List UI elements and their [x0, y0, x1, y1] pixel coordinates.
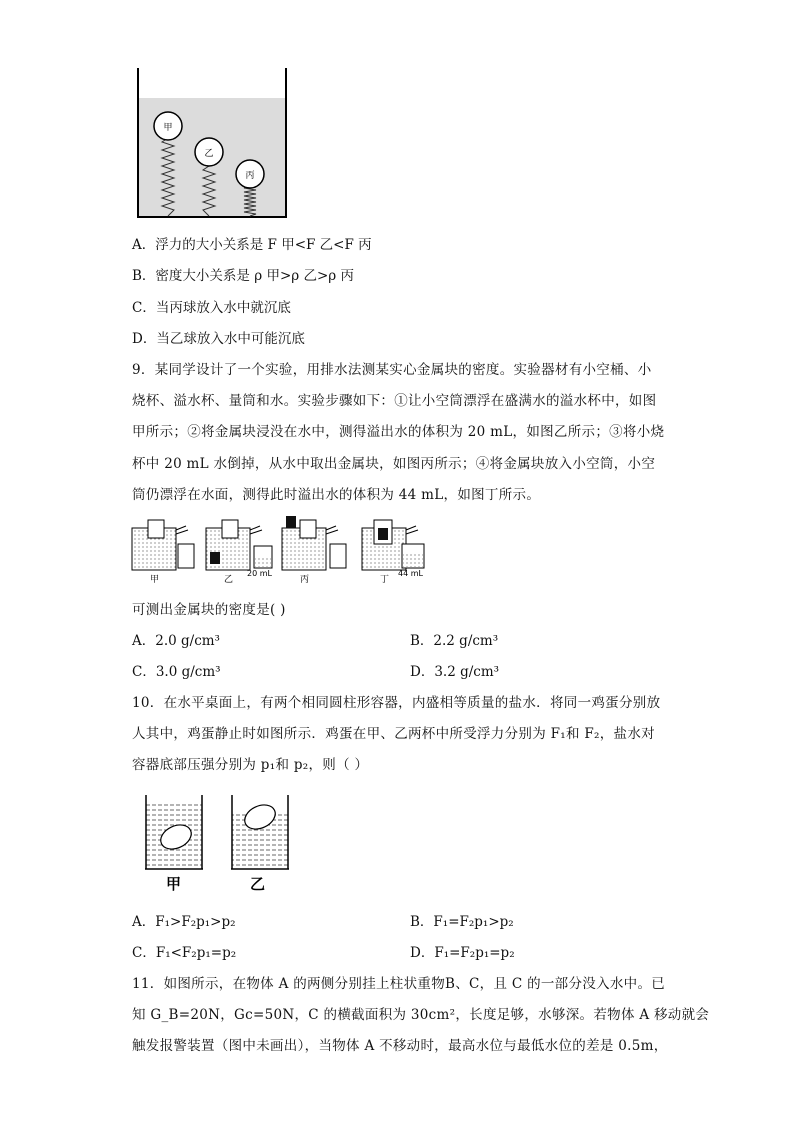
q9-line-1: 9．某同学设计了一个实验，用排水法测某实心金属块的密度。实验器材有小空桶、小 [132, 362, 652, 378]
q9-option-a: A．2.0 g/cm³ [132, 633, 220, 649]
q9-label-bing: 丙 [300, 575, 310, 584]
q10-label-yi: 乙 [250, 875, 266, 893]
q10-line-2: 人其中，鸡蛋静止时如图所示．鸡蛋在甲、乙两杯中所受浮力分别为 F₁和 F₂，盐水对 [132, 726, 655, 742]
q9-line-2: 烧杯、溢水杯、量筒和水。实验步骤如下：①让小空筒漂浮在盛满水的溢水杯中，如图 [132, 393, 657, 409]
q10-label-jia: 甲 [166, 875, 182, 893]
q9-line-5: 筒仍漂浮在水面，测得此时溢出水的体积为 44 mL，如图丁所示。 [132, 487, 541, 503]
q8-option-d: D．当乙球放入水中可能沉底 [132, 331, 305, 347]
ball-label-bing: 丙 [245, 171, 255, 181]
q9-option-c: C．3.0 g/cm³ [132, 664, 221, 680]
q9-option-b: B．2.2 g/cm³ [410, 633, 499, 649]
q8-option-a: A．浮力的大小关系是 F 甲<F 乙<F 丙 [132, 237, 372, 253]
q9-figure [130, 514, 440, 584]
q10-line-3: 容器底部压强分别为 p₁和 p₂，则（ ） [132, 757, 369, 773]
q10-line-1: 10．在水平桌面上，有两个相同圆柱形容器，内盛相等质量的盐水．将同一鸡蛋分别放 [132, 695, 661, 711]
q8-figure [134, 66, 294, 222]
q10-option-c: C．F₁<F₂p₁=p₂ [132, 945, 237, 961]
q10-option-d: D．F₁=F₂p₁=p₂ [410, 945, 515, 961]
q9-prompt: 可测出金属块的密度是( ) [132, 602, 286, 618]
q9-option-d: D．3.2 g/cm³ [410, 664, 500, 680]
q9-label-20ml: 20 mL [247, 569, 272, 578]
q8-option-c: C．当丙球放入水中就沉底 [132, 300, 291, 316]
q9-line-3: 甲所示；②将金属块浸没在水中，测得溢出水的体积为 20 mL，如图乙所示；③将小烧 [132, 424, 665, 440]
ball-label-yi: 乙 [204, 149, 214, 159]
q9-label-yi: 乙 [224, 575, 234, 584]
q10-option-a: A．F₁>F₂p₁>p₂ [132, 914, 236, 930]
q9-label-jia: 甲 [150, 575, 160, 584]
ball-label-jia: 甲 [163, 123, 173, 133]
q8-option-b: B．密度大小关系是 ρ 甲>ρ 乙>ρ 丙 [132, 268, 355, 284]
q10-figure [140, 793, 310, 893]
q9-label-ding: 丁 [380, 575, 390, 584]
q11-line-3: 触发报警装置（图中未画出），当物体 A 不移动时，最高水位与最低水位的差是 0.5m， [132, 1038, 668, 1054]
q9-label-44ml: 44 mL [398, 569, 423, 578]
q10-option-b: B．F₁=F₂p₁>p₂ [410, 914, 514, 930]
q9-line-4: 杯中 20 mL 水倒掉，从水中取出金属块，如图丙所示；④将金属块放入小空筒，小空 [132, 456, 656, 472]
q11-line-2: 知 G_B=20N，Gc=50N，C 的横截面积为 30cm²，长度足够，水够深。若物体 A 移动就会 [132, 1007, 710, 1023]
q11-line-1: 11．如图所示，在物体 A 的两侧分别挂上柱状重物B、C，且 C 的一部分没入水中。已 [132, 976, 666, 992]
